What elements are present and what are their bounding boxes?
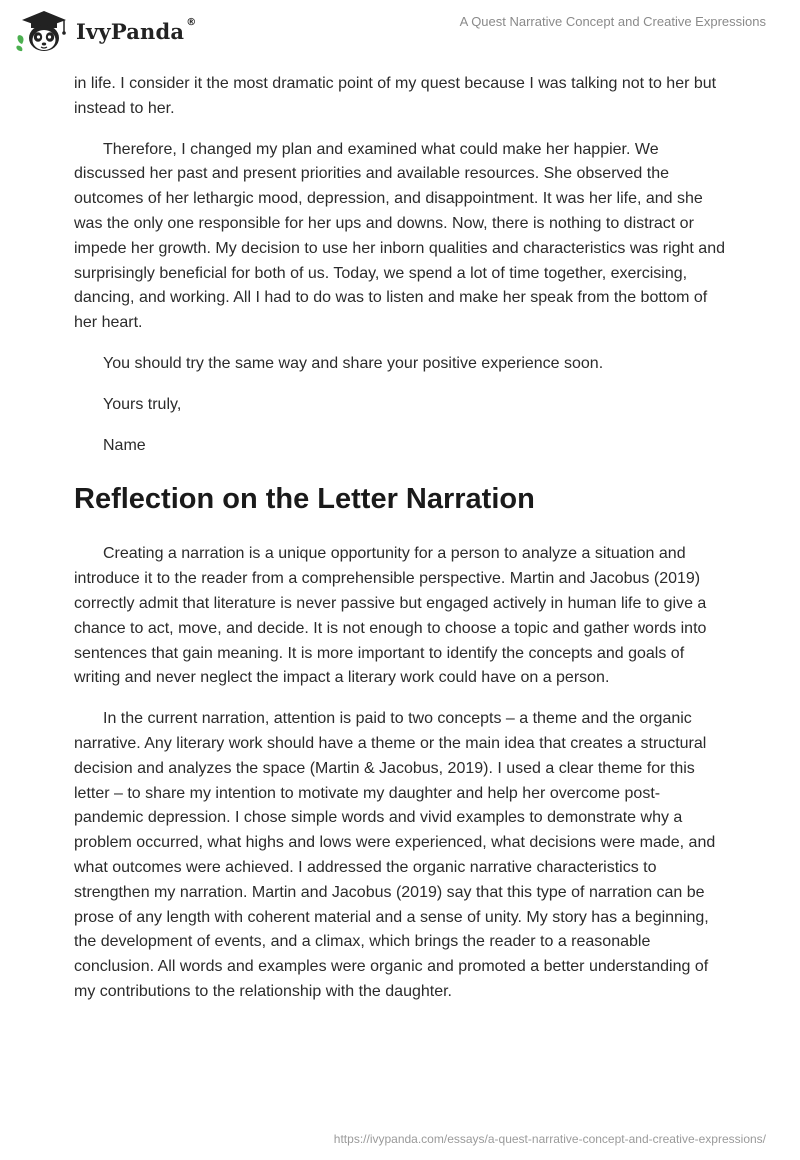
- panda-graduate-icon: [14, 8, 70, 54]
- section-heading: Reflection on the Letter Narration: [74, 483, 535, 516]
- ivypanda-logo[interactable]: [14, 8, 196, 54]
- paragraph-continuation: in life. I consider it the most dramatic point of my quest because I was talking not to her but instead to her.: [74, 75, 717, 117]
- essay-content: [74, 72, 728, 1021]
- paragraph-current: In the current narration, attention is paid to two concepts – a theme and the organic narrative. Any literary work should have a theme or the main idea that creates a structural decision and analyzes the space (Martin & Jacobus, 2019). I used a clear theme for this letter – to share my intention to motivate my daughter and help her overcome post-pandemic depression. I chose simple words and vivid examples to demonstrate why a problem occurred, what highs and lows were experienced, what decisions were made, and what outcomes were achieved. I addressed the organic narrative characteristics to strengthen my narration. Martin and Jacobus (2019) say that this type of narration can be prose of any length with coherent material and a sense of unity. My story has a beginning, the development of events, and a climax, which brings the reader to a reasonable conclusion. All words and examples were organic and promoted a better understanding of my contributions to the relationship with the daughter.: [74, 710, 716, 1000]
- logo-wordmark: [76, 16, 197, 44]
- paragraph-try: You should try the same way and share your positive experience soon.: [103, 354, 604, 372]
- source-url[interactable]: https://ivypanda.com/essays/a-quest-narrative-concept-and-creative-expressions/: [333, 1132, 766, 1146]
- paragraph-therefore: Therefore, I changed my plan and examined what could make her happier. We discussed her past and present priorities and available resources. She observed the outcomes of her lethargic mood, depression, and disappointment. It was her life, and she was the only one responsible for her ups and downs. Now, there is nothing to distract or impede her growth. My decision to use her inborn qualities and characteristics was right and surprisingly beneficial for both of us. Today, we spend a lot of time together, exercising, dancing, and working. All I had to do was to listen and make her speak from the bottom of her heart.: [74, 140, 725, 332]
- paragraph-creating: Creating a narration is a unique opportunity for a person to analyze a situation and introduce it to the reader from a comprehensible perspective. Martin and Jacobus (2019) correctly admit that literature is never passive but engaged actively in human life to give a chance to act, move, and decide. It is not enough to choose a topic and gather words into sentences that gain meaning. It is more important to identify the concepts and goals of writing and never neglect the impact a literary work could have on a person.: [74, 545, 707, 687]
- page-header: [0, 0, 800, 60]
- logo-name: IvyPanda: [76, 18, 185, 44]
- document-title: A Quest Narrative Concept and Creative Expressions: [459, 14, 766, 29]
- letter-signature: Name: [103, 436, 146, 454]
- registered-mark: ®: [186, 16, 197, 28]
- letter-closing: Yours truly,: [103, 395, 182, 413]
